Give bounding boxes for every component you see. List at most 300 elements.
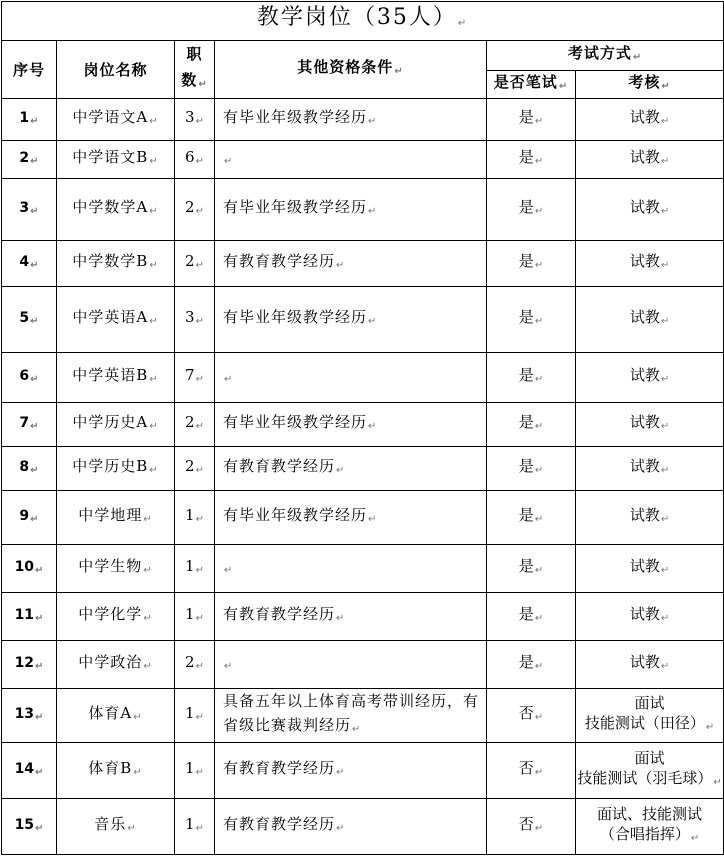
post-name-value: 中学数学A — [72, 198, 149, 216]
paragraph-mark: ↵ — [30, 205, 39, 217]
header-exam-method-label: 考试方式 — [567, 44, 632, 63]
post-name-cell — [57, 241, 175, 287]
paragraph-mark: ↵ — [661, 81, 671, 93]
paragraph-mark: ↵ — [30, 315, 39, 327]
written-cell — [487, 799, 576, 855]
table-row — [2, 99, 724, 141]
conditions-cell — [215, 287, 487, 353]
count-cell — [175, 799, 215, 855]
written-value: 是 — [518, 252, 534, 270]
written-value: 否 — [518, 704, 534, 722]
table-row — [2, 287, 724, 353]
written-value: 是 — [518, 308, 534, 326]
count-value: 1 — [185, 557, 195, 575]
table-row — [2, 593, 724, 641]
paragraph-mark: ↵ — [534, 465, 544, 476]
assessment-value: 试教 — [629, 308, 660, 326]
header-exam-method — [487, 41, 724, 71]
assessment-value: 技能测试（羽毛球）↵ — [577, 769, 722, 788]
post-name-value: 中学英语B — [72, 366, 149, 384]
conditions-value: 有毕业年级教学经历 — [223, 506, 368, 524]
count-cell — [175, 287, 215, 353]
paragraph-mark: ↵ — [195, 661, 204, 672]
assessment-cell — [576, 491, 724, 545]
paragraph-mark: ↵ — [368, 206, 378, 217]
paragraph-mark: ↵ — [195, 613, 204, 624]
count-cell — [175, 447, 215, 491]
paragraph-mark: ↵ — [534, 156, 544, 167]
paragraph-mark: ↵ — [660, 260, 670, 271]
seq-value: 8 — [19, 458, 30, 475]
table-row — [2, 353, 724, 403]
assessment-value: 试教 — [629, 413, 660, 431]
paragraph-mark: ↵ — [660, 206, 670, 217]
header-conditions — [215, 41, 487, 99]
table-row — [2, 141, 724, 179]
post-name-value: 中学地理 — [78, 506, 143, 524]
paragraph-mark: ↵ — [368, 421, 378, 432]
count-cell — [175, 353, 215, 403]
paragraph-mark: ↵ — [368, 316, 378, 327]
paragraph-mark: ↵ — [195, 260, 204, 271]
written-value: 是 — [518, 148, 534, 166]
written-cell — [487, 447, 576, 491]
paragraph-mark: ↵ — [534, 613, 544, 624]
count-cell — [175, 141, 215, 179]
seq-value: 4 — [19, 253, 30, 270]
count-value: 7 — [185, 366, 195, 384]
assessment-cell — [576, 353, 724, 403]
paragraph-mark: ↵ — [224, 661, 234, 672]
count-value: 2 — [185, 653, 195, 671]
paragraph-mark: ↵ — [149, 156, 159, 167]
paragraph-mark: ↵ — [368, 514, 378, 525]
document-page — [0, 1, 724, 859]
conditions-cell — [215, 689, 487, 743]
paragraph-mark: ↵ — [35, 766, 44, 778]
post-name-cell — [57, 287, 175, 353]
post-name-value: 中学生物 — [78, 557, 143, 575]
assessment-value: 试教 — [629, 605, 660, 623]
conditions-cell — [215, 99, 487, 141]
teaching-posts-table — [1, 1, 724, 855]
table-row — [2, 491, 724, 545]
conditions-cell — [215, 491, 487, 545]
paragraph-mark: ↵ — [534, 514, 544, 525]
paragraph-mark: ↵ — [30, 259, 39, 271]
table-row — [2, 447, 724, 491]
paragraph-mark: ↵ — [534, 206, 544, 217]
header-assessment-label: 考核 — [628, 73, 661, 92]
assessment-cell — [576, 641, 724, 689]
assessment-value: 试教 — [629, 506, 660, 524]
written-cell — [487, 179, 576, 241]
seq-value: 6 — [19, 367, 30, 384]
conditions-cell — [215, 799, 487, 855]
conditions-value: 有教育教学经历 — [223, 815, 336, 833]
post-name-value: 中学历史A — [72, 413, 149, 431]
post-name-cell — [57, 491, 175, 545]
conditions-value: 有毕业年级教学经历 — [223, 413, 368, 431]
paragraph-mark: ↵ — [143, 514, 153, 525]
seq-value: 15 — [14, 816, 35, 833]
paragraph-mark: ↵ — [336, 465, 346, 476]
paragraph-mark: ↵ — [368, 116, 378, 127]
paragraph-mark: ↵ — [534, 260, 544, 271]
count-value: 1 — [185, 759, 195, 777]
written-value: 是 — [518, 506, 534, 524]
paragraph-mark: ↵ — [35, 711, 44, 723]
conditions-cell — [215, 743, 487, 799]
paragraph-mark: ↵ — [143, 613, 153, 624]
conditions-cell — [215, 593, 487, 641]
count-value: 6 — [185, 148, 195, 166]
seq-value: 1 — [19, 109, 30, 126]
post-name-cell — [57, 743, 175, 799]
seq-value: 11 — [14, 606, 35, 623]
paragraph-mark: ↵ — [534, 374, 544, 385]
assessment-cell — [576, 593, 724, 641]
assessment-cell — [576, 689, 724, 743]
paragraph-mark: ↵ — [713, 777, 722, 788]
written-value: 是 — [518, 457, 534, 475]
paragraph-mark: ↵ — [660, 613, 670, 624]
conditions-value: 具备五年以上体育高考带训经历，有省级比赛裁判经历 — [223, 692, 480, 734]
count-cell — [175, 689, 215, 743]
count-cell — [175, 491, 215, 545]
paragraph-mark: ↵ — [30, 464, 39, 476]
count-value: 2 — [185, 457, 195, 475]
seq-cell — [2, 641, 57, 689]
assessment-cell — [576, 447, 724, 491]
paragraph-mark: ↵ — [195, 565, 204, 576]
paragraph-mark: ↵ — [35, 612, 44, 624]
header-row-1 — [2, 41, 724, 71]
paragraph-mark: ↵ — [457, 18, 469, 29]
count-value: 2 — [185, 252, 195, 270]
written-cell — [487, 99, 576, 141]
assessment-value: 技能测试（田径）↵ — [584, 714, 715, 733]
written-value: 是 — [518, 605, 534, 623]
seq-cell — [2, 545, 57, 593]
conditions-cell — [215, 447, 487, 491]
assessment-value: 试教 — [629, 252, 660, 270]
post-name-value: 中学语文A — [72, 108, 149, 126]
table-title: 教学岗位（35人） — [256, 5, 457, 30]
count-value: 2 — [185, 198, 195, 216]
conditions-value: 有教育教学经历 — [223, 252, 336, 270]
paragraph-mark: ↵ — [534, 116, 544, 127]
paragraph-mark: ↵ — [30, 373, 39, 385]
paragraph-mark: ↵ — [224, 565, 234, 576]
paragraph-mark: ↵ — [35, 564, 44, 576]
conditions-cell — [215, 179, 487, 241]
table-row — [2, 403, 724, 447]
post-name-value: 中学数学B — [72, 252, 149, 270]
written-value: 否 — [518, 815, 534, 833]
paragraph-mark: ↵ — [133, 767, 143, 778]
written-cell — [487, 689, 576, 743]
post-name-value: 中学化学 — [78, 605, 143, 623]
seq-cell — [2, 287, 57, 353]
paragraph-mark: ↵ — [558, 81, 569, 93]
assessment-value: 试教 — [629, 457, 660, 475]
conditions-cell — [215, 241, 487, 287]
written-cell — [487, 287, 576, 353]
paragraph-mark: ↵ — [35, 822, 44, 834]
header-count-line2: 数 — [181, 71, 198, 89]
post-name-cell — [57, 403, 175, 447]
post-name-cell — [57, 179, 175, 241]
paragraph-mark: ↵ — [660, 156, 670, 167]
seq-cell — [2, 447, 57, 491]
seq-cell — [2, 179, 57, 241]
conditions-cell — [215, 641, 487, 689]
paragraph-mark: ↵ — [534, 421, 544, 432]
seq-value: 3 — [19, 199, 30, 216]
header-post-name — [57, 41, 175, 99]
written-cell — [487, 743, 576, 799]
header-seq — [2, 41, 57, 99]
post-name-cell — [57, 141, 175, 179]
written-cell — [487, 241, 576, 287]
assessment-value: 试教 — [629, 148, 660, 166]
table-row — [2, 641, 724, 689]
paragraph-mark: ↵ — [195, 514, 204, 525]
paragraph-mark: ↵ — [149, 116, 159, 127]
assessment-cell — [576, 799, 724, 855]
written-cell — [487, 641, 576, 689]
assessment-value: （合唱指挥）↵ — [599, 825, 700, 844]
count-value: 1 — [185, 605, 195, 623]
paragraph-mark: ↵ — [660, 661, 670, 672]
seq-cell — [2, 491, 57, 545]
seq-cell — [2, 743, 57, 799]
count-value: 2 — [185, 413, 195, 431]
assessment-value: 试教 — [629, 557, 660, 575]
paragraph-mark: ↵ — [336, 823, 346, 834]
count-cell — [175, 545, 215, 593]
paragraph-mark: ↵ — [195, 712, 204, 723]
paragraph-mark: ↵ — [149, 421, 159, 432]
count-value: 1 — [185, 704, 195, 722]
post-name-cell — [57, 799, 175, 855]
seq-value: 5 — [19, 309, 30, 326]
header-conditions-label: 其他资格条件 — [297, 58, 394, 76]
table-row — [2, 799, 724, 855]
conditions-value: 有教育教学经历 — [223, 605, 336, 623]
header-count — [175, 41, 215, 99]
paragraph-mark: ↵ — [660, 565, 670, 576]
post-name-value: 中学历史B — [72, 457, 149, 475]
header-assessment — [576, 71, 724, 99]
paragraph-mark: ↵ — [149, 316, 159, 327]
written-cell — [487, 141, 576, 179]
paragraph-mark: ↵ — [30, 155, 39, 167]
written-value: 是 — [518, 198, 534, 216]
paragraph-mark: ↵ — [534, 565, 544, 576]
header-written-label: 是否笔试 — [493, 73, 558, 92]
header-post-name-label: 岗位名称 — [83, 60, 148, 79]
seq-value: 10 — [14, 558, 35, 575]
count-value: 1 — [185, 506, 195, 524]
seq-cell — [2, 141, 57, 179]
post-name-value: 音乐 — [94, 815, 127, 833]
seq-cell — [2, 403, 57, 447]
count-cell — [175, 593, 215, 641]
seq-cell — [2, 689, 57, 743]
table-row — [2, 689, 724, 743]
conditions-cell — [215, 141, 487, 179]
conditions-value: 有教育教学经历 — [223, 759, 336, 777]
written-value: 是 — [518, 557, 534, 575]
paragraph-mark: ↵ — [195, 206, 204, 217]
paragraph-mark: ↵ — [127, 823, 137, 834]
assessment-value: 试教 — [629, 198, 660, 216]
written-cell — [487, 593, 576, 641]
count-cell — [175, 241, 215, 287]
paragraph-mark: ↵ — [660, 514, 670, 525]
assessment-cell — [576, 141, 724, 179]
paragraph-mark: ↵ — [195, 465, 204, 476]
header-written — [487, 71, 576, 99]
paragraph-mark: ↵ — [149, 374, 159, 385]
written-value: 是 — [518, 108, 534, 126]
paragraph-mark: ↵ — [336, 260, 346, 271]
assessment-cell — [576, 287, 724, 353]
table-row — [2, 545, 724, 593]
seq-value: 7 — [19, 414, 30, 431]
count-value: 3 — [185, 108, 195, 126]
assessment-value: 面试、技能测试 — [597, 805, 703, 823]
paragraph-mark: ↵ — [660, 374, 670, 385]
paragraph-mark: ↵ — [149, 206, 159, 217]
paragraph-mark: ↵ — [534, 316, 544, 327]
written-value: 否 — [518, 759, 534, 777]
paragraph-mark: ↵ — [195, 316, 204, 327]
seq-value: 14 — [14, 760, 35, 777]
header-seq-label: 序号 — [12, 60, 45, 79]
assessment-cell — [576, 179, 724, 241]
assessment-value: 面试 — [634, 694, 665, 712]
written-value: 是 — [518, 653, 534, 671]
paragraph-mark: ↵ — [224, 156, 234, 167]
table-row — [2, 743, 724, 799]
paragraph-mark: ↵ — [534, 823, 544, 834]
assessment-value: 试教 — [629, 366, 660, 384]
seq-cell — [2, 241, 57, 287]
assessment-cell — [576, 743, 724, 799]
post-name-cell — [57, 353, 175, 403]
paragraph-mark: ↵ — [660, 465, 670, 476]
paragraph-mark: ↵ — [534, 712, 544, 723]
paragraph-mark: ↵ — [30, 420, 39, 432]
paragraph-mark: ↵ — [394, 66, 404, 77]
post-name-value: 中学政治 — [78, 653, 143, 671]
paragraph-mark: ↵ — [336, 767, 346, 778]
seq-value: 12 — [14, 654, 35, 671]
written-cell — [487, 403, 576, 447]
paragraph-mark: ↵ — [336, 613, 346, 624]
seq-cell — [2, 99, 57, 141]
conditions-value: 有毕业年级教学经历 — [223, 108, 368, 126]
paragraph-mark: ↵ — [660, 421, 670, 432]
assessment-value: 试教 — [629, 653, 660, 671]
count-value: 1 — [185, 815, 195, 833]
table-row — [2, 179, 724, 241]
paragraph-mark: ↵ — [143, 565, 153, 576]
paragraph-mark: ↵ — [30, 513, 39, 525]
paragraph-mark: ↵ — [352, 724, 362, 735]
post-name-value: 中学英语A — [72, 308, 149, 326]
assessment-cell — [576, 99, 724, 141]
post-name-cell — [57, 545, 175, 593]
written-value: 是 — [518, 413, 534, 431]
post-name-value: 体育A — [88, 704, 133, 722]
conditions-cell — [215, 353, 487, 403]
paragraph-mark: ↵ — [224, 374, 234, 385]
paragraph-mark: ↵ — [35, 660, 44, 672]
written-cell — [487, 545, 576, 593]
post-name-value: 中学语文B — [72, 148, 149, 166]
post-name-value: 体育B — [88, 759, 133, 777]
assessment-value: 面试 — [634, 749, 665, 767]
seq-cell — [2, 799, 57, 855]
count-cell — [175, 403, 215, 447]
assessment-cell — [576, 241, 724, 287]
paragraph-mark: ↵ — [195, 116, 204, 127]
paragraph-mark: ↵ — [30, 115, 39, 127]
seq-value: 2 — [19, 149, 30, 166]
count-cell — [175, 179, 215, 241]
written-cell — [487, 353, 576, 403]
count-cell — [175, 641, 215, 689]
seq-value: 9 — [19, 507, 30, 524]
table-title-cell — [2, 2, 724, 41]
header-count-line1: 职 — [186, 45, 203, 63]
paragraph-mark: ↵ — [198, 79, 208, 90]
conditions-cell — [215, 545, 487, 593]
paragraph-mark: ↵ — [143, 661, 153, 672]
assessment-value: 试教 — [629, 108, 660, 126]
table-row — [2, 241, 724, 287]
written-value: 是 — [518, 366, 534, 384]
post-name-cell — [57, 641, 175, 689]
seq-value: 13 — [14, 705, 35, 722]
post-name-cell — [57, 447, 175, 491]
conditions-value: 有毕业年级教学经历 — [223, 198, 368, 216]
conditions-cell — [215, 403, 487, 447]
assessment-cell — [576, 545, 724, 593]
post-name-cell — [57, 99, 175, 141]
paragraph-mark: ↵ — [133, 712, 143, 723]
title-row — [2, 2, 724, 41]
written-cell — [487, 491, 576, 545]
paragraph-mark: ↵ — [195, 421, 204, 432]
count-cell — [175, 743, 215, 799]
paragraph-mark: ↵ — [195, 823, 204, 834]
count-cell — [175, 99, 215, 141]
seq-cell — [2, 593, 57, 641]
paragraph-mark: ↵ — [534, 661, 544, 672]
paragraph-mark: ↵ — [632, 52, 643, 64]
paragraph-mark: ↵ — [195, 767, 204, 778]
conditions-value: 有毕业年级教学经历 — [223, 308, 368, 326]
paragraph-mark: ↵ — [149, 260, 159, 271]
paragraph-mark: ↵ — [534, 767, 544, 778]
post-name-cell — [57, 689, 175, 743]
seq-cell — [2, 353, 57, 403]
